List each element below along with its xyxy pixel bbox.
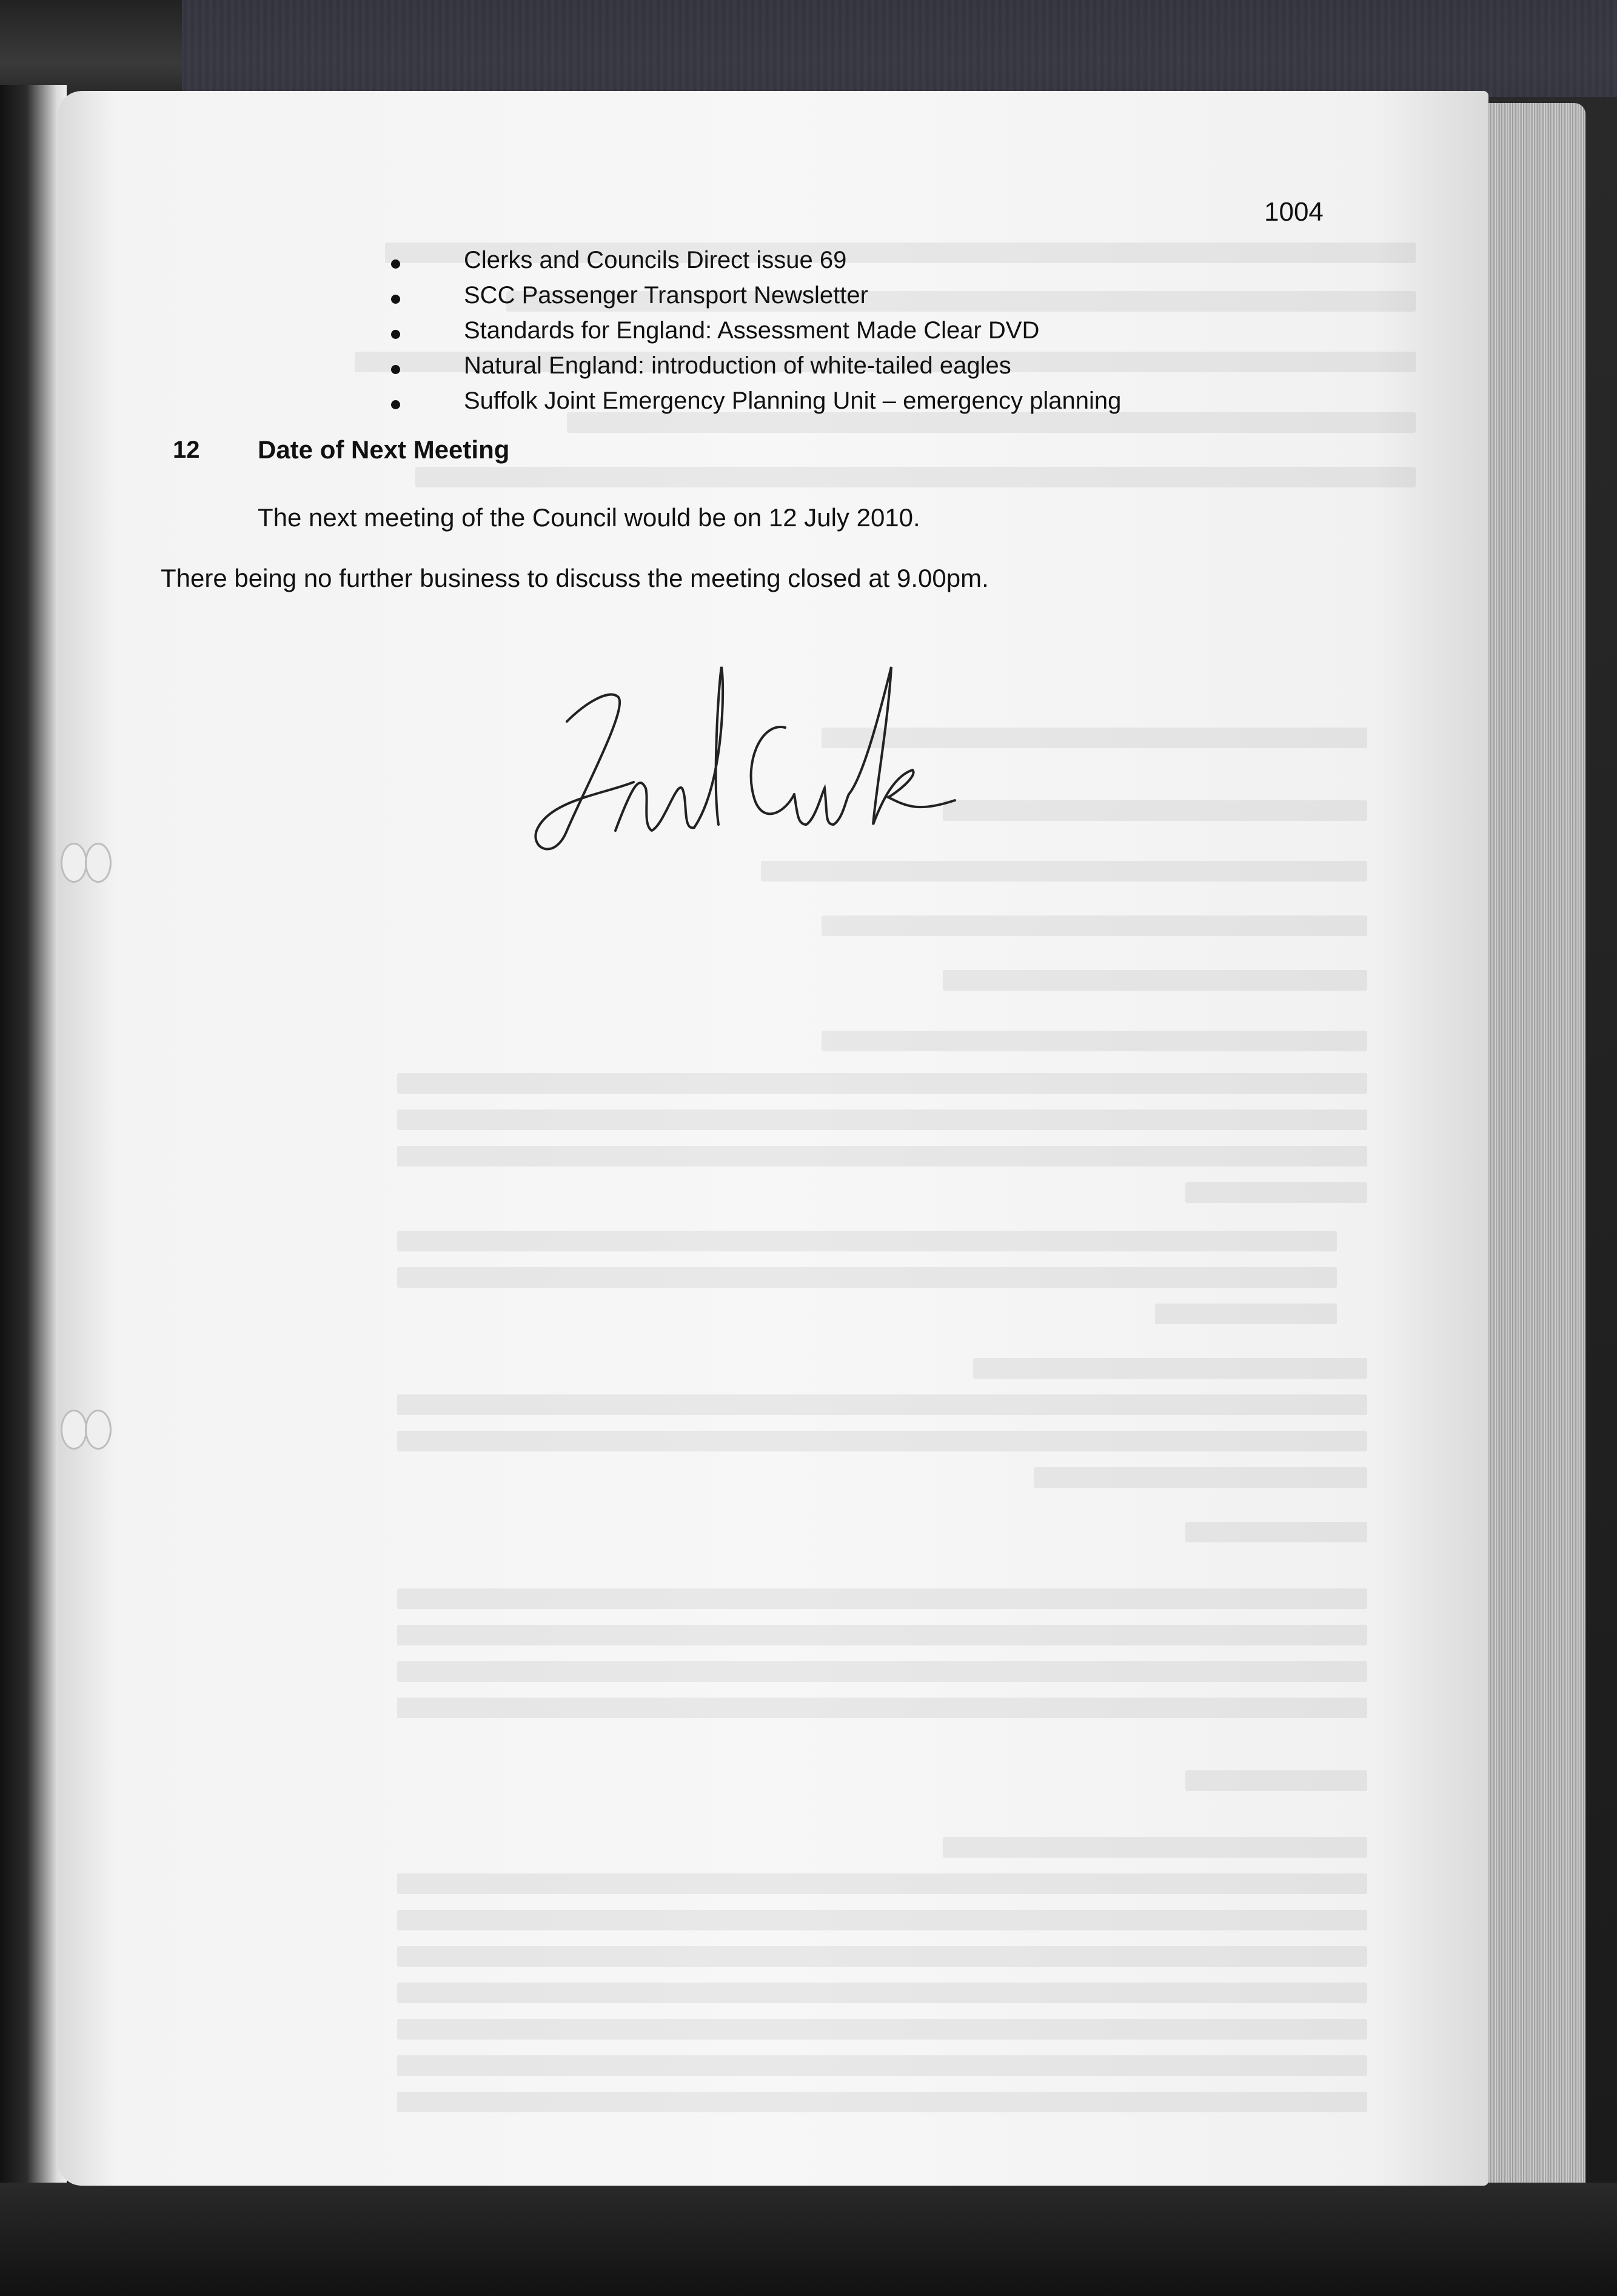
list-item-text: Suffolk Joint Emergency Planning Unit – emergency planning (464, 387, 1122, 414)
bullet-icon (391, 259, 400, 269)
binder-hole (85, 1410, 112, 1450)
list-item (349, 348, 1121, 383)
closing-statement: There being no further business to discuss the meeting closed at 9.00pm. (161, 564, 989, 592)
next-meeting-text: The next meeting of the Council would be on 12 July 2010. (258, 503, 920, 532)
list-item-text: SCC Passenger Transport Newsletter (464, 282, 868, 309)
bullet-icon (391, 400, 400, 409)
binder-hole (61, 1410, 87, 1450)
bullet-icon (391, 330, 400, 339)
bottom-dark-border (0, 2183, 1617, 2296)
book-cover-edge (182, 0, 1617, 97)
page-stack-edge (1479, 103, 1585, 2195)
binder-hole (85, 843, 112, 883)
item-heading: Date of Next Meeting (258, 435, 510, 464)
item-number: 12 (173, 437, 200, 463)
list-item (349, 278, 1121, 313)
list-item-text: Natural England: introduction of white-tailed eagles (464, 352, 1011, 379)
list-item-text: Standards for England: Assessment Made Clear DVD (464, 317, 1040, 344)
list-item (349, 313, 1121, 348)
binder-hole (61, 843, 87, 883)
document-page (58, 91, 1488, 2186)
handwritten-signature (494, 631, 979, 891)
bullet-icon (391, 365, 400, 374)
page-number: 1004 (1264, 197, 1324, 227)
list-item (349, 243, 1121, 278)
list-item-text: Clerks and Councils Direct issue 69 (464, 247, 847, 273)
book-spine-gutter (0, 85, 67, 2195)
list-item (349, 383, 1121, 418)
correspondence-list (349, 243, 1121, 418)
bullet-icon (391, 295, 400, 304)
